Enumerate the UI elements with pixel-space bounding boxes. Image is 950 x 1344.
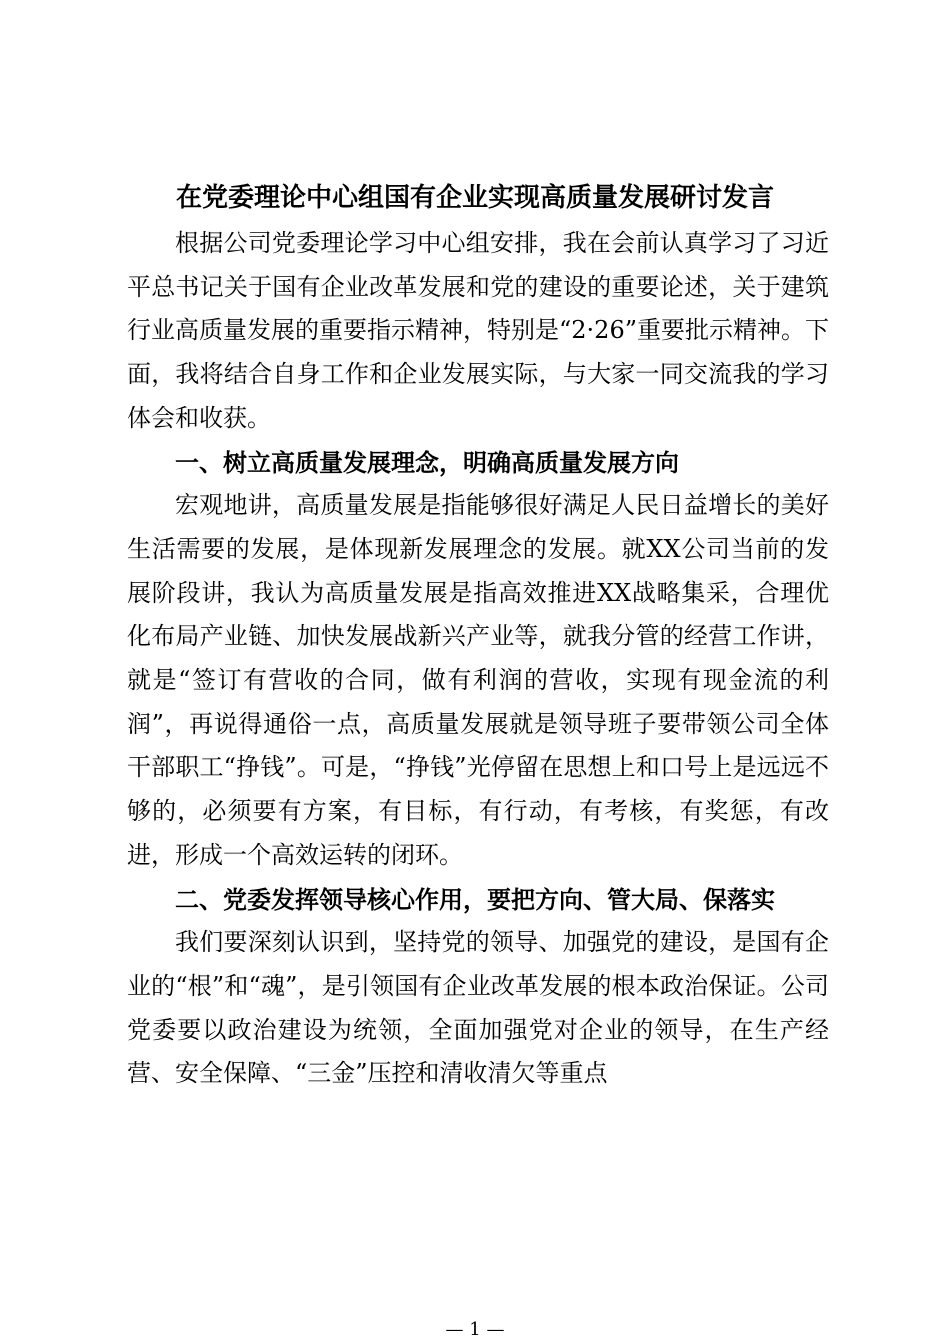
page-number: — 1 — <box>445 1319 505 1340</box>
section-heading-2: 二、党委发挥领导核心作用，要把方向、管大局、保落实 <box>175 884 775 914</box>
intro-paragraph: 根据公司党委理论学习中心组安排，我在会前认真学习了习近平总书记关于国有企业改革发展和党的建设的重要论述，关于建筑行业高质量发展的重要指示精神，特别是“2·26”重要批示精神。下面，我将结合自身工作和企业发展实际，与大家一同交流我的学习体会和收获。 <box>127 229 829 432</box>
section-1-paragraph: 宏观地讲，高质量发展是指能够很好满足人民日益增长的美好生活需要的发展，是体现新发展理念的发展。就XX公司当前的发展阶段讲，我认为高质量发展是指高效推进XX战略集采，合理优化布局产业链、加快发展战新兴产业等，就我分管的经营工作讲，就是“签订有营收的合同，做有利润的营收，实现有现金流的利润”，再说得通俗一点，高质量发展就是领导班子要带领公司全体干部职工“挣钱”。可是，“挣钱”光停留在思想上和口号上是远远不够的，必须要有方案，有目标，有行动，有考核，有奖惩，有改进，形成一个高效运转的闭环。 <box>127 491 829 869</box>
section-heading-1: 一、树立高质量发展理念，明确高质量发展方向 <box>175 447 679 477</box>
document-title: 在党委理论中心组国有企业实现高质量发展研讨发言 <box>175 183 774 213</box>
document-body <box>127 222 829 1096</box>
section-2-paragraph: 我们要深刻认识到，坚持党的领导、加强党的建设，是国有企业的“根”和“魂”，是引领国有企业改革发展的根本政治保证。公司党委要以政治建设为统领，全面加强党对企业的领导，在生产经营、安全保障、“三金”压控和清收清欠等重点 <box>127 928 829 1088</box>
